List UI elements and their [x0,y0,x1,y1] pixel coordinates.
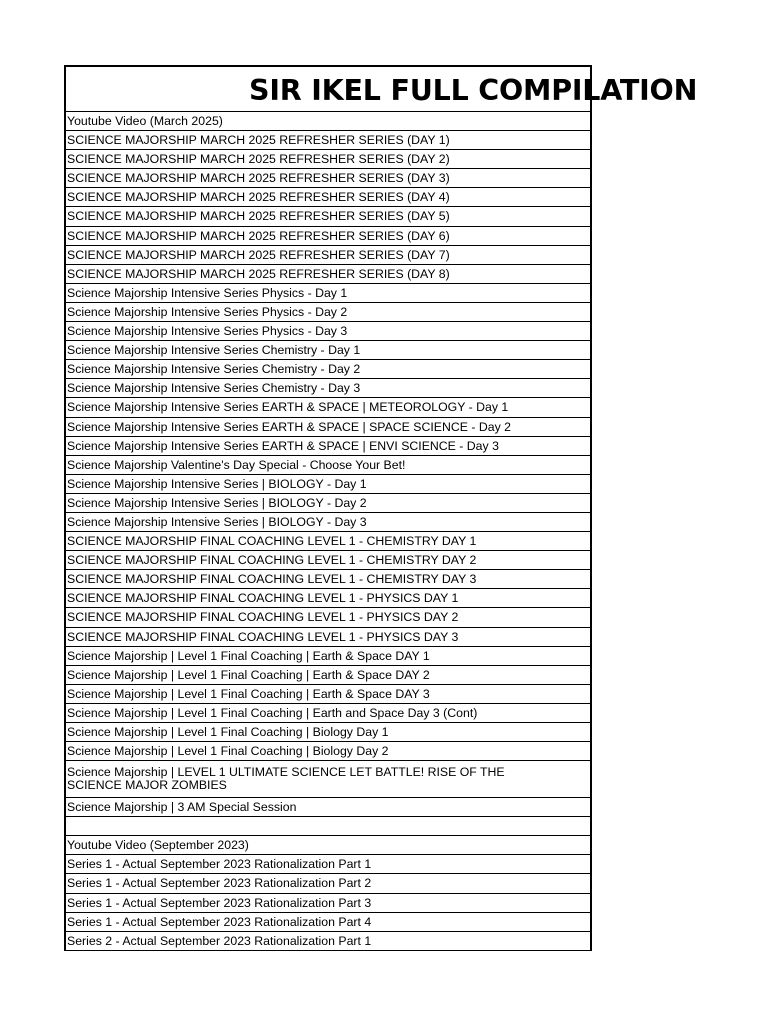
table-row: Science Majorship Intensive Series Chemistry - Day 2 [66,360,590,379]
table-row: Science Majorship | Level 1 Final Coaching | Earth and Space Day 3 (Cont) [66,704,590,723]
table-row: Science Majorship Intensive Series EARTH & SPACE | SPACE SCIENCE - Day 2 [66,418,590,437]
table-row: Series 1 - Actual September 2023 Rationalization Part 4 [66,913,590,932]
table-row: Series 1 - Actual September 2023 Rationalization Part 3 [66,894,590,913]
table-row: SCIENCE MAJORSHIP FINAL COACHING LEVEL 1 - CHEMISTRY DAY 2 [66,551,590,570]
table-row: Series 1 - Actual September 2023 Rationalization Part 2 [66,874,590,893]
table-row: Science Majorship | Level 1 Final Coaching | Biology Day 1 [66,723,590,742]
table-row: Science Majorship Valentine's Day Special - Choose Your Bet! [66,456,590,475]
table-row: SCIENCE MAJORSHIP MARCH 2025 REFRESHER SERIES (DAY 3) [66,169,590,188]
table-row: SCIENCE MAJORSHIP FINAL COACHING LEVEL 1 - CHEMISTRY DAY 3 [66,570,590,589]
table-row: Science Majorship Intensive Series Physics - Day 2 [66,303,590,322]
table-row: Science Majorship Intensive Series Chemistry - Day 1 [66,341,590,360]
table-row: Science Majorship Intensive Series | BIOLOGY - Day 3 [66,513,590,532]
table-row: SCIENCE MAJORSHIP FINAL COACHING LEVEL 1 - PHYSICS DAY 1 [66,589,590,608]
table-row: SCIENCE MAJORSHIP FINAL COACHING LEVEL 1 - CHEMISTRY DAY 1 [66,532,590,551]
table-row: Youtube Video (March 2025) [66,112,590,131]
table-row: Science Majorship Intensive Series EARTH & SPACE | METEOROLOGY - Day 1 [66,398,590,417]
table-row: Science Majorship Intensive Series | BIOLOGY - Day 2 [66,494,590,513]
table-rows [66,112,590,951]
sheet-title: SIR IKEL FULL COMPILATION [66,67,590,112]
table-row: Science Majorship | 3 AM Special Session [66,798,590,817]
table-row: Youtube Video (September 2023) [66,836,590,855]
table-row: Science Majorship | LEVEL 1 ULTIMATE SCIENCE LET BATTLE! RISE OF THE SCIENCE MAJOR ZOMBIES [66,761,590,798]
table-row: Science Majorship Intensive Series | BIOLOGY - Day 1 [66,475,590,494]
table-row: SCIENCE MAJORSHIP MARCH 2025 REFRESHER SERIES (DAY 8) [66,265,590,284]
table-row: SCIENCE MAJORSHIP FINAL COACHING LEVEL 1 - PHYSICS DAY 3 [66,628,590,647]
table-row: Science Majorship Intensive Series Physics - Day 3 [66,322,590,341]
table-row: Science Majorship Intensive Series EARTH & SPACE | ENVI SCIENCE - Day 3 [66,437,590,456]
table-row: SCIENCE MAJORSHIP MARCH 2025 REFRESHER SERIES (DAY 7) [66,246,590,265]
table-row: SCIENCE MAJORSHIP MARCH 2025 REFRESHER SERIES (DAY 4) [66,188,590,207]
spreadsheet-table [64,65,698,951]
table-row: Science Majorship | Level 1 Final Coaching | Biology Day 2 [66,742,590,761]
table-row: SCIENCE MAJORSHIP MARCH 2025 REFRESHER SERIES (DAY 5) [66,207,590,226]
table-row: SCIENCE MAJORSHIP FINAL COACHING LEVEL 1 - PHYSICS DAY 2 [66,608,590,627]
table-row: Series 2 - Actual September 2023 Rationalization Part 1 [66,932,590,951]
table-row: SCIENCE MAJORSHIP MARCH 2025 REFRESHER SERIES (DAY 1) [66,131,590,150]
table-row: Science Majorship | Level 1 Final Coaching | Earth & Space DAY 3 [66,685,590,704]
table-row: Science Majorship Intensive Series Chemistry - Day 3 [66,379,590,398]
table-row-empty [66,817,590,836]
table-row: Science Majorship Intensive Series Physics - Day 1 [66,284,590,303]
table-row: SCIENCE MAJORSHIP MARCH 2025 REFRESHER SERIES (DAY 6) [66,227,590,246]
table-row: Series 1 - Actual September 2023 Rationalization Part 1 [66,855,590,874]
table-row: SCIENCE MAJORSHIP MARCH 2025 REFRESHER SERIES (DAY 2) [66,150,590,169]
table-row: Science Majorship | Level 1 Final Coaching | Earth & Space DAY 1 [66,647,590,666]
table-row: Science Majorship | Level 1 Final Coaching | Earth & Space DAY 2 [66,666,590,685]
